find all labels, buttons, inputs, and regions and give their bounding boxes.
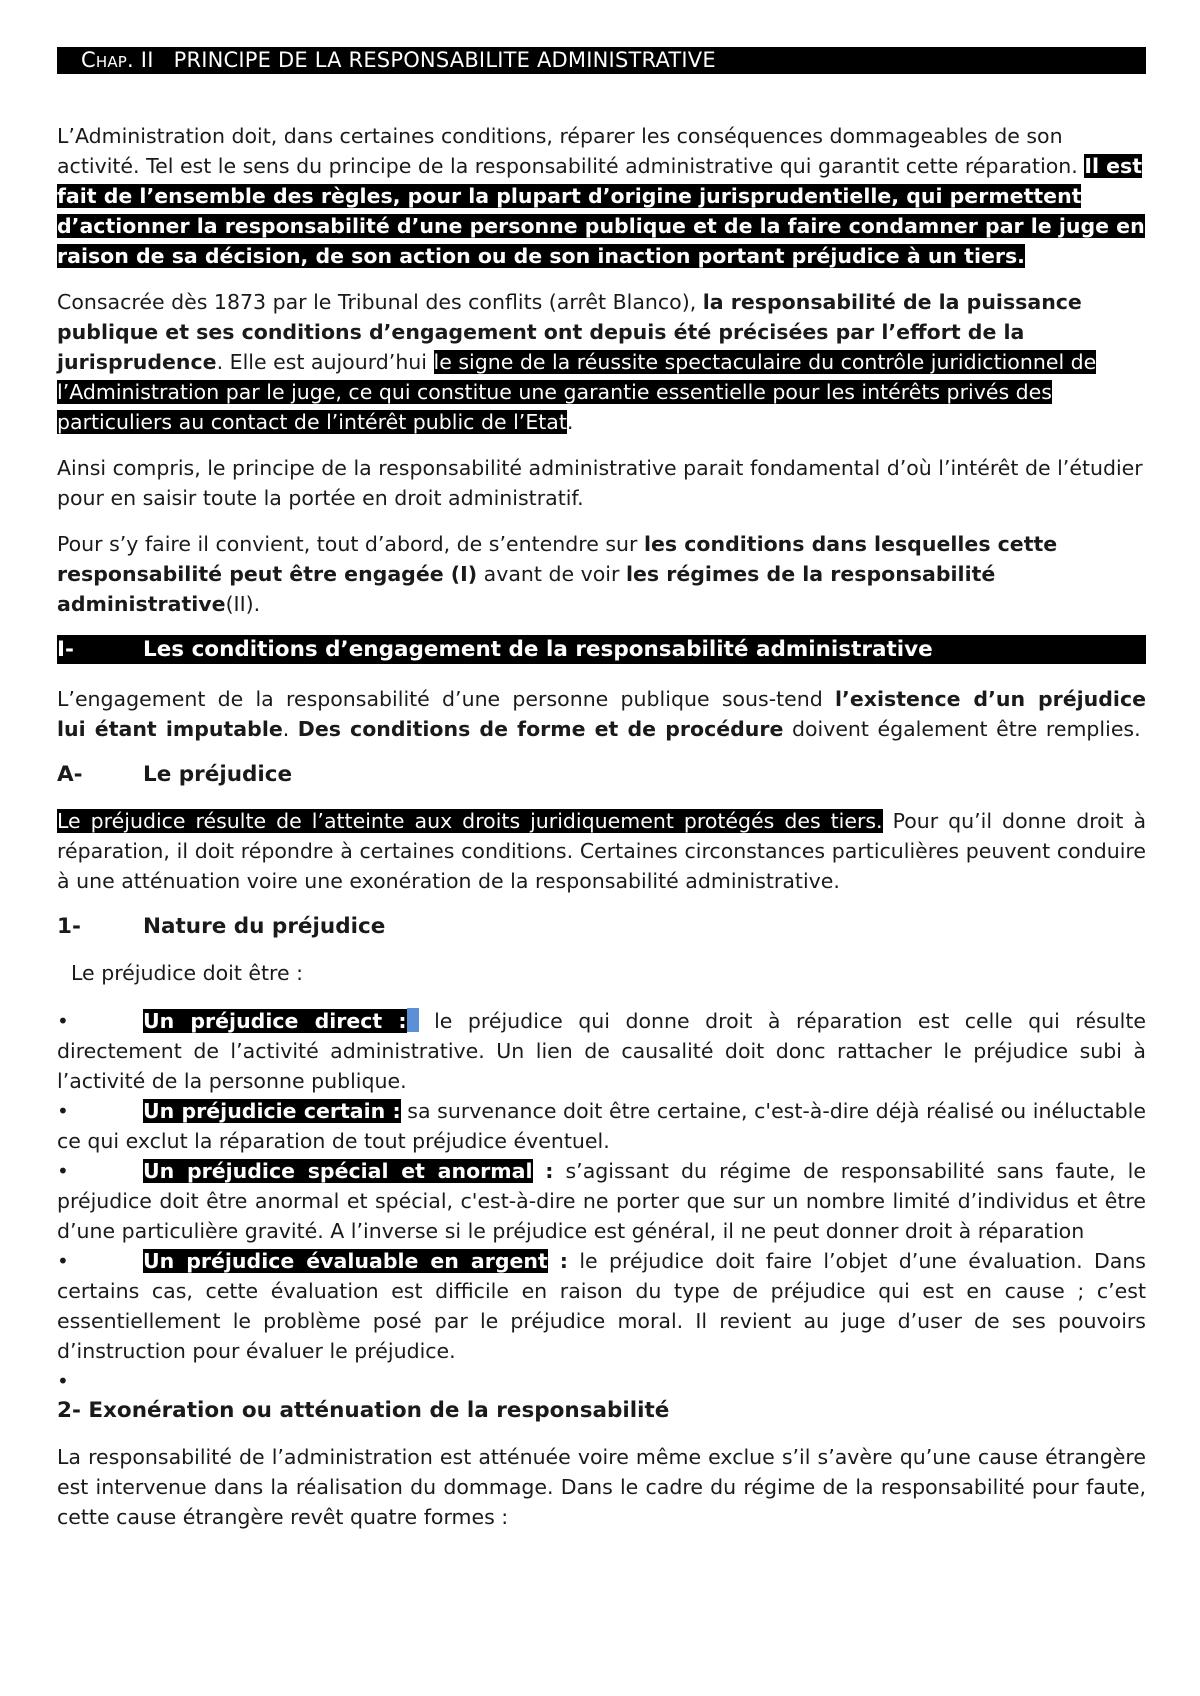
bullet-item: • Un préjudice évaluable en argent : le préjudice doit faire l’objet d’une évaluation. Dans certains cas, cette évaluation est difficile en raison du type de préjudice qui est en cause ; c’est essentiellement le problème posé par le préjudice moral. Il revient au juge d’user de ses pouvoirs d’instruction pour évaluer le préjudice. — [57, 1249, 1146, 1363]
highlight: le signe de la réussite spectaculaire du contrôle juridictionnel de l’Administration par le juge, ce qui constitue une garantie essentielle pour les intérêts privés des particuliers au contact de l’intérêt public de l’Etat — [57, 350, 1097, 434]
bullet-item-empty: • — [57, 1369, 69, 1393]
section-heading-1 — [57, 635, 1146, 664]
intro-paragraph-1: L’Administration doit, dans certaines conditions, réparer les conséquences dommageables de son activité. Tel est le sens du principe de la responsabilité administrative qui garantit cette réparation. Il est fait de l’ensemble des règles, pour la plupart d’origine jurisprudentielle, qui permettent d’actionner la responsabilité d’une personne publique et de la faire condamner par le juge en raison de sa décision, de son action ou de son inaction portant préjudice à un tiers. — [57, 124, 1145, 268]
document-page — [57, 47, 1146, 1532]
bullet-term: Un préjudicie certain : — [143, 1099, 401, 1123]
bullet-item: • Un préjudice direct : le préjudice qui donne droit à réparation est celle qui résulte directement de l’activité administrative. Un lien de causalité doit donc rattacher le préjudice subi à l’activité de la personne publique. — [57, 1009, 1146, 1093]
highlight: Il est fait de l’ensemble des règles, pour la plupart d’origine jurisprudentielle, qui permettent d’actionner la responsabilité d’une personne publique et de la faire condamner par le juge en raison de sa décision, de son action ou de son inaction portant préjudice à un tiers. — [57, 154, 1145, 268]
intro-paragraph-2: Consacrée dès 1873 par le Tribunal des conflits (arrêt Blanco), la responsabilité de la puissance publique et ses conditions d’engagement ont depuis été précisées par l’effort de la jurisprudence. Elle est aujourd’hui le signe de la réussite spectaculaire du contrôle juridictionnel de l’Administration par le juge, ce qui constitue une garantie essentielle pour les intérêts privés des particuliers au contact de l’intérêt public de l’Etat. — [57, 290, 1097, 434]
chapter-label: Chap. II — [81, 48, 154, 72]
highlight: Le préjudice résulte de l’atteinte aux droits juridiquement protégés des tiers. — [57, 809, 883, 833]
text-cursor — [407, 1008, 419, 1032]
bullet-term: Un préjudice spécial et anormal — [143, 1159, 533, 1183]
chapter-header — [57, 47, 1146, 74]
bullet-item: • Un préjudicie certain : sa survenance doit être certaine, c'est-à-dire déjà réalisé ou inéluctable ce qui exclut la réparation de tout préjudice éventuel. — [57, 1099, 1146, 1153]
subsection-heading-1: 1- Nature du préjudice — [57, 914, 386, 939]
subsection-2-paragraph: La responsabilité de l’administration est atténuée voire même exclue s’il s’avère qu’une cause étrangère est intervenue dans la réalisation du dommage. Dans le cadre du régime de la responsabilité pour faute, cette cause étrangère revêt quatre formes : — [57, 1445, 1146, 1529]
section-number: I- — [57, 637, 74, 662]
bullet-item: • Un préjudice spécial et anormal : s’agissant du régime de responsabilité sans faute, le préjudice doit être anormal et spécial, c'est-à-dire ne porter que sur un nombre limité d’individus et être d’une particulière gravité. A l’inverse si le préjudice est général, il ne peut donner droit à réparation — [57, 1159, 1146, 1243]
section-1-paragraph: L’engagement de la responsabilité d’une personne publique sous-tend l’existence d’un préjudice lui étant imputable. Des conditions de forme et de procédure doivent également être remplies. — [57, 687, 1147, 741]
section-title: Les conditions d’engagement de la responsabilité administrative — [143, 637, 933, 662]
subsection-a-paragraph: Le préjudice résulte de l’atteinte aux droits juridiquement protégés des tiers. Pour qu’il donne droit à réparation, il doit répondre à certaines conditions. Certaines circonstances particulières peuvent conduire à une atténuation voire une exonération de la responsabilité administrative. — [57, 809, 1147, 893]
intro-paragraph-4: Pour s’y faire il convient, tout d’abord, de s’entendre sur les conditions dans lesquelles cette responsabilité peut être engagée (I) avant de voir les régimes de la responsabilité administrative(II). — [57, 532, 1058, 616]
bullet-term: Un préjudice direct : — [143, 1009, 407, 1033]
bullet-term: Un préjudice évaluable en argent — [143, 1249, 548, 1273]
chapter-title: PRINCIPE DE LA RESPONSABILITE ADMINISTRATIVE — [173, 48, 716, 72]
intro-paragraph-3: Ainsi compris, le principe de la responsabilité administrative parait fondamental d’où l’intérêt de l’étudier pour en saisir toute la portée en droit administratif. — [57, 456, 1143, 510]
subsection-heading-2: 2- Exonération ou atténuation de la responsabilité — [57, 1398, 670, 1423]
subsection-heading-a: A- Le préjudice — [57, 762, 293, 787]
lead-text: Le préjudice doit être : — [71, 961, 304, 985]
